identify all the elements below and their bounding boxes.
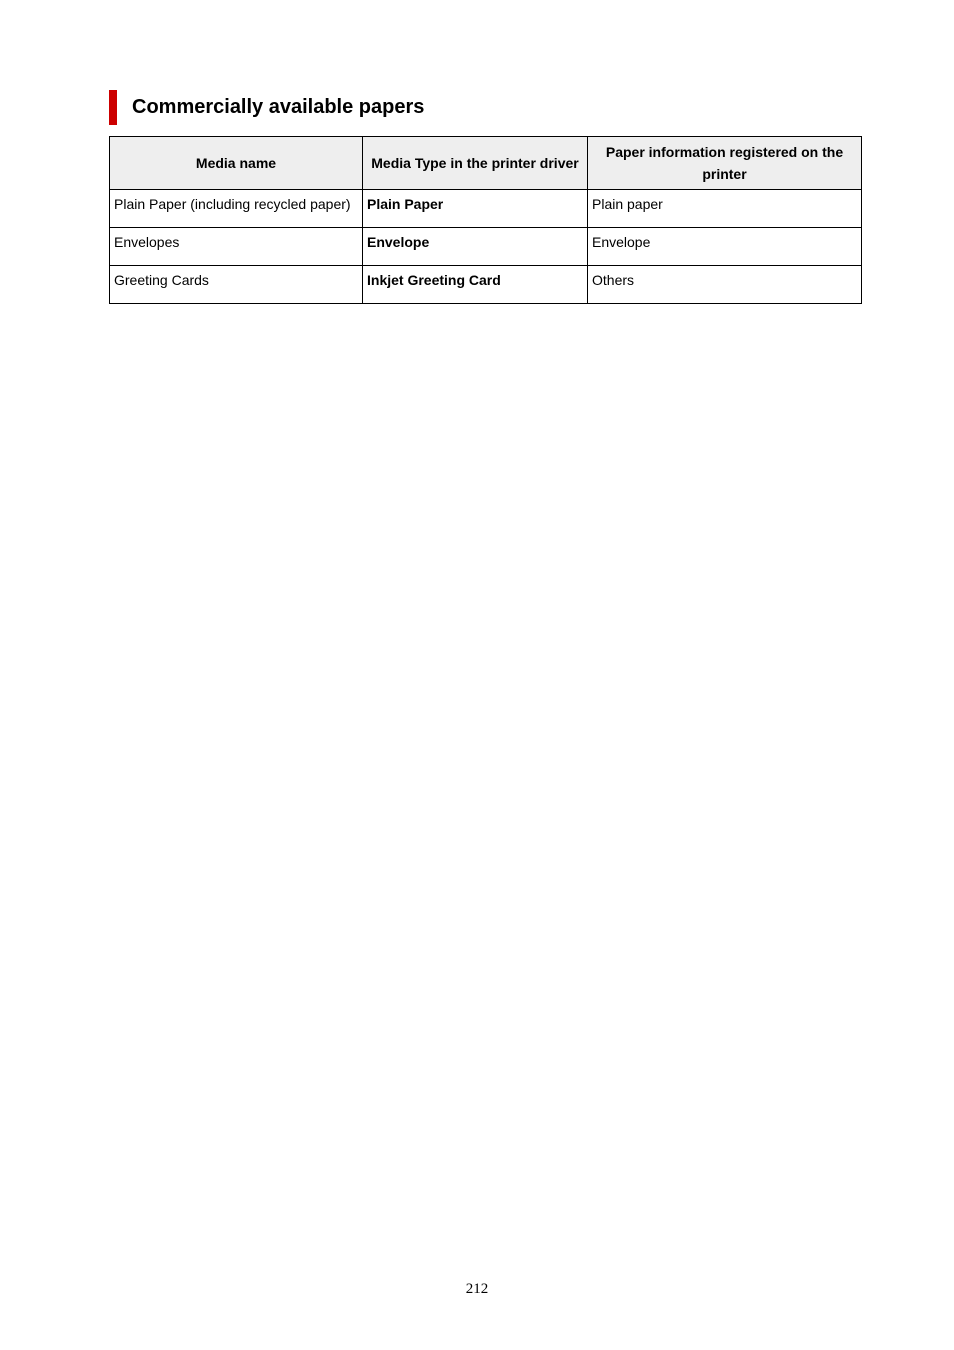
media-name-cell: Envelopes xyxy=(110,228,363,266)
media-type-cell: Envelope xyxy=(363,228,588,266)
media-type-cell: Plain Paper xyxy=(363,190,588,228)
table-row xyxy=(110,228,862,266)
paper-information-cell: Envelope xyxy=(588,228,862,266)
table-row xyxy=(110,190,862,228)
papers-table xyxy=(109,136,862,304)
section-title: Commercially available papers xyxy=(132,96,425,118)
media-name-cell: Greeting Cards xyxy=(110,266,363,304)
paper-information-cell: Plain paper xyxy=(588,190,862,228)
table-row xyxy=(110,266,862,304)
column-header-media-type: Media Type in the printer driver xyxy=(363,137,588,190)
page-number: 212 xyxy=(465,1281,489,1297)
media-type-cell: Inkjet Greeting Card xyxy=(363,266,588,304)
section-heading xyxy=(109,90,424,125)
heading-accent-bar xyxy=(109,90,117,125)
table-header-row xyxy=(110,137,862,190)
media-name-cell: Plain Paper (including recycled paper) xyxy=(110,190,363,228)
paper-information-cell: Others xyxy=(588,266,862,304)
column-header-media-name: Media name xyxy=(110,137,363,190)
column-header-paper-information: Paper information registered on the printer xyxy=(588,137,862,190)
